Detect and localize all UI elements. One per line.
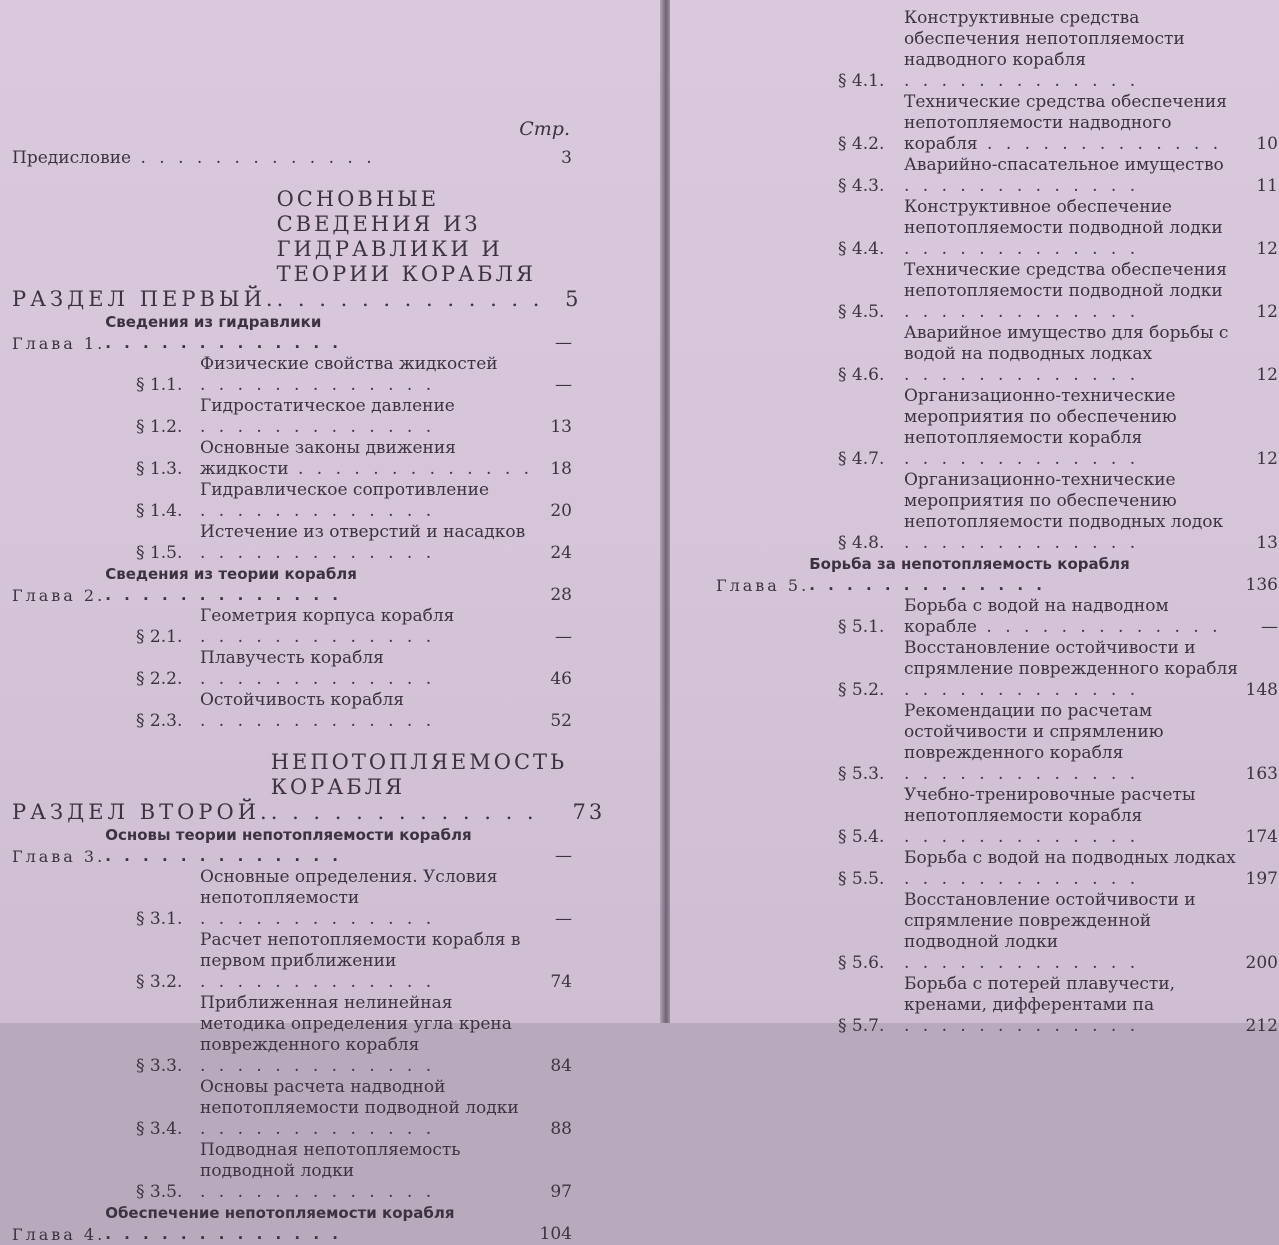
leader-dots: . . . . . . . . . . . . . — [200, 669, 436, 689]
toc-entry-number: Глава 3. — [12, 847, 106, 866]
toc-entry-title-text: ОСНОВНЫЕ СВЕДЕНИЯ ИЗ ГИДРАВЛИКИ И ТЕОРИИ КОРАБЛЯ — [276, 187, 536, 286]
leader-dots: . . . . . . . . . . . . . — [200, 1182, 436, 1202]
toc-entry-number: § 3.3. — [136, 1056, 183, 1076]
toc-entry-number: § 3.4. — [136, 1119, 183, 1139]
toc-entry-title-text: Остойчивость корабля — [200, 690, 405, 710]
leader-dots: . . . . . . . . . . . . . — [200, 909, 436, 929]
toc-entry — [710, 155, 1278, 197]
toc-right-list — [710, 8, 1278, 1037]
toc-entry-page: — — [555, 627, 572, 647]
toc-right-column — [710, 8, 1278, 1037]
toc-entry — [710, 890, 1278, 974]
toc-entry-title — [200, 1077, 534, 1140]
toc-entry — [12, 690, 572, 732]
toc-entry-title — [200, 690, 534, 732]
toc-entry-page: 104 — [539, 1224, 572, 1244]
toc-entry-page: 174 — [1245, 827, 1278, 847]
toc-entry — [710, 638, 1278, 701]
toc-entry-number: Глава 5. — [716, 576, 810, 595]
toc-entry-page: — — [1261, 617, 1278, 637]
toc-entry-title-text: Основы теории непотопляемости корабля — [105, 826, 472, 844]
toc-entry — [12, 187, 582, 312]
toc-entry-page: 163 — [1245, 764, 1278, 784]
toc-entry-title — [904, 260, 1240, 323]
toc-entry-number: РАЗДЕЛ ПЕРВЫЙ. — [12, 287, 277, 311]
toc-entry-number: РАЗДЕЛ ВТОРОЙ. — [12, 800, 271, 824]
toc-entry — [710, 386, 1278, 470]
toc-entry-page: 13 — [1256, 533, 1278, 553]
toc-entry-title-text: Обеспечение непотопляемости корабля — [105, 1204, 455, 1222]
toc-entry-title-text: Гидравлическое сопротивление — [200, 480, 490, 500]
toc-entry — [12, 1203, 572, 1245]
toc-entry-number: § 4.4. — [838, 239, 885, 259]
toc-entry-page: — — [555, 909, 572, 929]
toc-entry-number: § 1.2. — [136, 417, 183, 437]
toc-entry-title — [200, 438, 534, 480]
toc-entry-title-text: Основные определения. Условия непотопляемости — [200, 867, 498, 908]
toc-entry-number: § 1.5. — [136, 543, 183, 563]
toc-entry-number: § 5.1. — [838, 617, 885, 637]
toc-entry-title — [200, 354, 534, 396]
toc-entry-title-text: Технические средства обеспечения непотопляемости надводного корабля — [904, 92, 1227, 154]
toc-entry-title — [904, 8, 1240, 92]
leader-dots: . . . . . . . . . . . . . — [200, 711, 436, 731]
toc-entry — [12, 148, 572, 169]
toc-entry — [12, 564, 572, 606]
toc-entry — [12, 867, 572, 930]
toc-entry-title — [200, 867, 534, 930]
toc-entry-page: 46 — [550, 669, 572, 689]
toc-entry-title-text: Восстановление остойчивости и спрямление поврежденной подводной лодки — [904, 890, 1196, 952]
leader-dots: . . . . . . . . . . . . . — [976, 617, 1222, 637]
toc-entry-title-text: Технические средства обеспечения непотопляемости подводной лодки — [904, 260, 1227, 301]
toc-left-column — [12, 118, 606, 1245]
toc-entry — [12, 1077, 572, 1140]
toc-entry-page: 200 — [1245, 953, 1278, 973]
toc-entry-title-text: Плавучесть корабля — [200, 648, 384, 668]
toc-entry-number: § 3.1. — [136, 909, 183, 929]
leader-dots: . . . . . . . . . . . . . — [200, 627, 436, 647]
toc-entry-number: Глава 4. — [12, 1225, 106, 1244]
toc-entry-title — [904, 470, 1240, 554]
toc-entry-title — [904, 92, 1240, 155]
toc-entry-page: 74 — [550, 972, 572, 992]
toc-entry-title-text: Основные законы движения жидкости — [200, 438, 456, 479]
toc-entry-number: § 2.1. — [136, 627, 183, 647]
toc-entry-title — [200, 993, 534, 1077]
toc-entry-page: 12 — [1256, 365, 1278, 385]
toc-entry — [710, 554, 1278, 596]
toc-entry — [710, 785, 1278, 848]
toc-entry-title — [105, 564, 534, 606]
toc-entry — [710, 701, 1278, 785]
toc-entry — [710, 92, 1278, 155]
leader-dots: . . . . . . . . . . . . . — [977, 134, 1223, 154]
leader-dots: . . . . . . . . . . . . . — [200, 1119, 436, 1139]
toc-entry-title-text: Конструктивное обеспечение непотопляемости подводной лодки — [904, 197, 1223, 238]
toc-entry-title — [200, 396, 534, 438]
toc-entry — [12, 438, 572, 480]
toc-entry-number: § 5.5. — [838, 869, 885, 889]
leader-dots: . . . . . . . . . . . . . — [105, 1225, 342, 1243]
toc-entry — [12, 312, 572, 354]
toc-entry-title — [904, 638, 1240, 701]
toc-entry-title-text: Конструктивные средства обеспечения непотопляемости надводного корабля — [904, 8, 1185, 70]
toc-entry — [12, 480, 572, 522]
toc-entry — [710, 848, 1278, 890]
toc-entry-title — [904, 785, 1240, 848]
toc-entry-page: 28 — [550, 585, 572, 605]
toc-entry-page: 97 — [550, 1182, 572, 1202]
toc-entry — [710, 323, 1278, 386]
toc-entry-page: 12 — [1256, 302, 1278, 322]
toc-entry-number: § 4.3. — [838, 176, 885, 196]
toc-entry-title — [904, 596, 1240, 638]
toc-entry-title-text: Геометрия корпуса корабля — [200, 606, 455, 626]
toc-entry-page: 13 — [550, 417, 572, 437]
toc-entry-title — [277, 187, 544, 312]
toc-entry — [12, 606, 572, 648]
leader-dots: . . . . . . . . . . . . . — [904, 1016, 1140, 1036]
toc-entry-number: § 3.5. — [136, 1182, 183, 1202]
leader-dots: . . . . . . . . . . . . . — [270, 800, 538, 824]
toc-entry-title-text: Аварийно-спасательное имущество — [904, 155, 1224, 175]
leader-dots: . . . . . . . . . . . . . — [904, 953, 1140, 973]
toc-entry-title-text: НЕПОТОПЛЯЕМОСТЬ КОРАБЛЯ — [270, 750, 568, 799]
leader-dots: . . . . . . . . . . . . . — [200, 501, 436, 521]
leader-dots: . . . . . . . . . . . . . — [904, 302, 1140, 322]
toc-entry-title — [271, 750, 567, 825]
toc-entry-title-text: Учебно-тренировочные расчеты непотопляемости корабля — [904, 785, 1196, 826]
leader-dots: . . . . . . . . . . . . . — [105, 334, 342, 352]
toc-entry-title-text: Организационно-технические мероприятия по обеспечению непотопляемости подводных лодок — [904, 470, 1224, 532]
toc-entry-number: § 1.3. — [136, 459, 183, 479]
toc-entry-title-text: Борьба за непотопляемость корабля — [809, 555, 1130, 573]
toc-entry — [12, 648, 572, 690]
toc-entry — [12, 396, 572, 438]
toc-entry-page: 20 — [550, 501, 572, 521]
toc-entry — [12, 522, 572, 564]
toc-entry-title — [200, 480, 534, 522]
toc-entry — [12, 750, 606, 825]
toc-entry-title — [904, 848, 1240, 890]
toc-entry-title — [105, 312, 534, 354]
toc-entry-number: Глава 1. — [12, 334, 106, 353]
leader-dots: . . . . . . . . . . . . . — [200, 417, 436, 437]
leader-dots: . . . . . . . . . . . . . — [904, 449, 1140, 469]
toc-entry-number: § 1.1. — [136, 375, 183, 395]
toc-entry-number: § 5.7. — [838, 1016, 885, 1036]
toc-entry-title — [809, 554, 1240, 596]
toc-entry-number: § 1.4. — [136, 501, 183, 521]
toc-entry — [12, 1140, 572, 1203]
toc-entry-number: § 4.6. — [838, 365, 885, 385]
toc-entry-title-text: Сведения из теории корабля — [105, 565, 357, 583]
toc-entry-page: 212 — [1245, 1016, 1278, 1036]
toc-entry — [710, 974, 1278, 1037]
toc-entry-number: § 5.3. — [838, 764, 885, 784]
toc-entry-page: 12 — [1256, 239, 1278, 259]
toc-entry-page: 18 — [550, 459, 572, 479]
toc-entry — [12, 930, 572, 993]
toc-entry — [710, 596, 1278, 638]
leader-dots: . . . . . . . . . . . . . — [904, 827, 1140, 847]
toc-entry-title — [105, 1203, 534, 1245]
toc-left-list — [12, 148, 606, 1245]
toc-entry-title — [200, 930, 534, 993]
leader-dots: . . . . . . . . . . . . . — [288, 459, 534, 479]
toc-entry-page: 10 — [1256, 134, 1278, 154]
toc-entry-page: 84 — [550, 1056, 572, 1076]
toc-entry-title-text: Сведения из гидравлики — [105, 313, 322, 331]
toc-entry — [12, 825, 572, 867]
toc-entry-title — [200, 1140, 534, 1203]
toc-entry-number: § 2.2. — [136, 669, 183, 689]
toc-entry-page: 3 — [561, 148, 572, 168]
toc-entry-number: § 5.6. — [838, 953, 885, 973]
toc-entry-title — [904, 974, 1240, 1037]
toc-entry-title-text: Физические свойства жидкостей — [200, 354, 498, 374]
toc-entry-title-text: Расчет непотопляемости корабля в первом приближении — [200, 930, 521, 971]
leader-dots: . . . . . . . . . . . . . — [200, 1056, 436, 1076]
toc-entry-title — [904, 701, 1240, 785]
toc-entry-title — [200, 606, 534, 648]
toc-entry-title — [904, 890, 1240, 974]
toc-entry-title-text: Гидростатическое давление — [200, 396, 455, 416]
leader-dots: . . . . . . . . . . . . . — [904, 533, 1140, 553]
leader-dots: . . . . . . . . . . . . . — [131, 148, 376, 168]
page-column-header: Стр. — [519, 118, 570, 140]
toc-entry-number: § 5.2. — [838, 680, 885, 700]
leader-dots: . . . . . . . . . . . . . — [904, 365, 1140, 385]
toc-entry-page: 11 — [1256, 176, 1278, 196]
toc-entry-title-text: Основы расчета надводной непотопляемости подводной лодки — [200, 1077, 519, 1118]
toc-entry-title-text: Подводная непотопляемость подводной лодки — [200, 1140, 461, 1181]
leader-dots: . . . . . . . . . . . . . — [200, 972, 436, 992]
toc-entry-title-text: Предисловие — [12, 148, 132, 168]
toc-entry-title — [200, 522, 534, 564]
toc-entry-page: 5 — [565, 287, 582, 311]
leader-dots: . . . . . . . . . . . . . — [105, 586, 342, 604]
toc-entry-title-text: Борьба с потерей плавучести, кренами, дифферентами па — [904, 974, 1176, 1015]
toc-entry — [710, 260, 1278, 323]
toc-entry-number: Глава 2. — [12, 586, 106, 605]
toc-entry-title — [904, 323, 1240, 386]
leader-dots: . . . . . . . . . . . . . — [904, 869, 1140, 889]
leader-dots: . . . . . . . . . . . . . — [200, 375, 436, 395]
toc-entry — [710, 8, 1278, 92]
toc-entry-page: 12 — [1256, 449, 1278, 469]
leader-dots: . . . . . . . . . . . . . — [904, 71, 1140, 91]
toc-entry-title-text: Рекомендации по расчетам остойчивости и спрямлению поврежденного корабля — [904, 701, 1164, 763]
toc-entry-page: 24 — [550, 543, 572, 563]
toc-entry-page: — — [555, 375, 572, 395]
toc-entry-title — [904, 197, 1240, 260]
toc-entry-number: § 5.4. — [838, 827, 885, 847]
toc-entry-page: 136 — [1245, 575, 1278, 595]
leader-dots: . . . . . . . . . . . . . — [904, 239, 1140, 259]
leader-dots: . . . . . . . . . . . . . — [904, 176, 1140, 196]
leader-dots: . . . . . . . . . . . . . — [105, 847, 342, 865]
toc-entry — [12, 993, 572, 1077]
toc-entry-title — [904, 155, 1240, 197]
toc-entry-page: 88 — [550, 1119, 572, 1139]
toc-entry-title-text: Восстановление остойчивости и спрямление поврежденного корабля — [904, 638, 1238, 679]
leader-dots: . . . . . . . . . . . . . — [904, 764, 1140, 784]
toc-entry-number: § 4.8. — [838, 533, 885, 553]
toc-entry-number: § 3.2. — [136, 972, 183, 992]
toc-entry-title — [200, 648, 534, 690]
toc-entry-title-text: Аварийное имущество для борьбы с водой на подводных лодках — [904, 323, 1229, 364]
toc-entry-title — [904, 386, 1240, 470]
toc-entry-title-text: Приближенная нелинейная методика определения угла крена поврежденного корабля — [200, 993, 512, 1055]
toc-entry — [710, 470, 1278, 554]
toc-entry-number: § 4.7. — [838, 449, 885, 469]
toc-entry-page: 73 — [572, 800, 606, 824]
toc-entry — [12, 354, 572, 396]
leader-dots: . . . . . . . . . . . . . — [809, 576, 1046, 594]
toc-entry-page: 148 — [1245, 680, 1278, 700]
leader-dots: . . . . . . . . . . . . . — [200, 543, 436, 563]
leader-dots: . . . . . . . . . . . . . — [904, 680, 1140, 700]
toc-entry-number: § 4.2. — [838, 134, 885, 154]
toc-entry-title-text: Истечение из отверстий и насадков — [200, 522, 526, 542]
toc-entry-title-text: Борьба с водой на подводных лодках — [904, 848, 1236, 868]
toc-entry-page: 52 — [550, 711, 572, 731]
toc-entry-number: § 2.3. — [136, 711, 183, 731]
toc-entry-title — [12, 148, 534, 169]
toc-entry-page: — — [555, 333, 572, 353]
toc-entry-number: § 4.1. — [838, 71, 885, 91]
toc-entry-page: 197 — [1245, 869, 1278, 889]
toc-entry-page: — — [555, 846, 572, 866]
right-page — [670, 0, 1279, 1036]
toc-entry-title-text: Организационно-технические мероприятия по обеспечению непотопляемости корабля — [904, 386, 1177, 448]
toc-entry-number: § 4.5. — [838, 302, 885, 322]
toc-entry-title — [105, 825, 534, 867]
toc-entry-title-text: Борьба с водой на надводном корабле — [904, 596, 1169, 637]
leader-dots: . . . . . . . . . . . . . — [276, 287, 544, 311]
toc-entry — [710, 197, 1278, 260]
